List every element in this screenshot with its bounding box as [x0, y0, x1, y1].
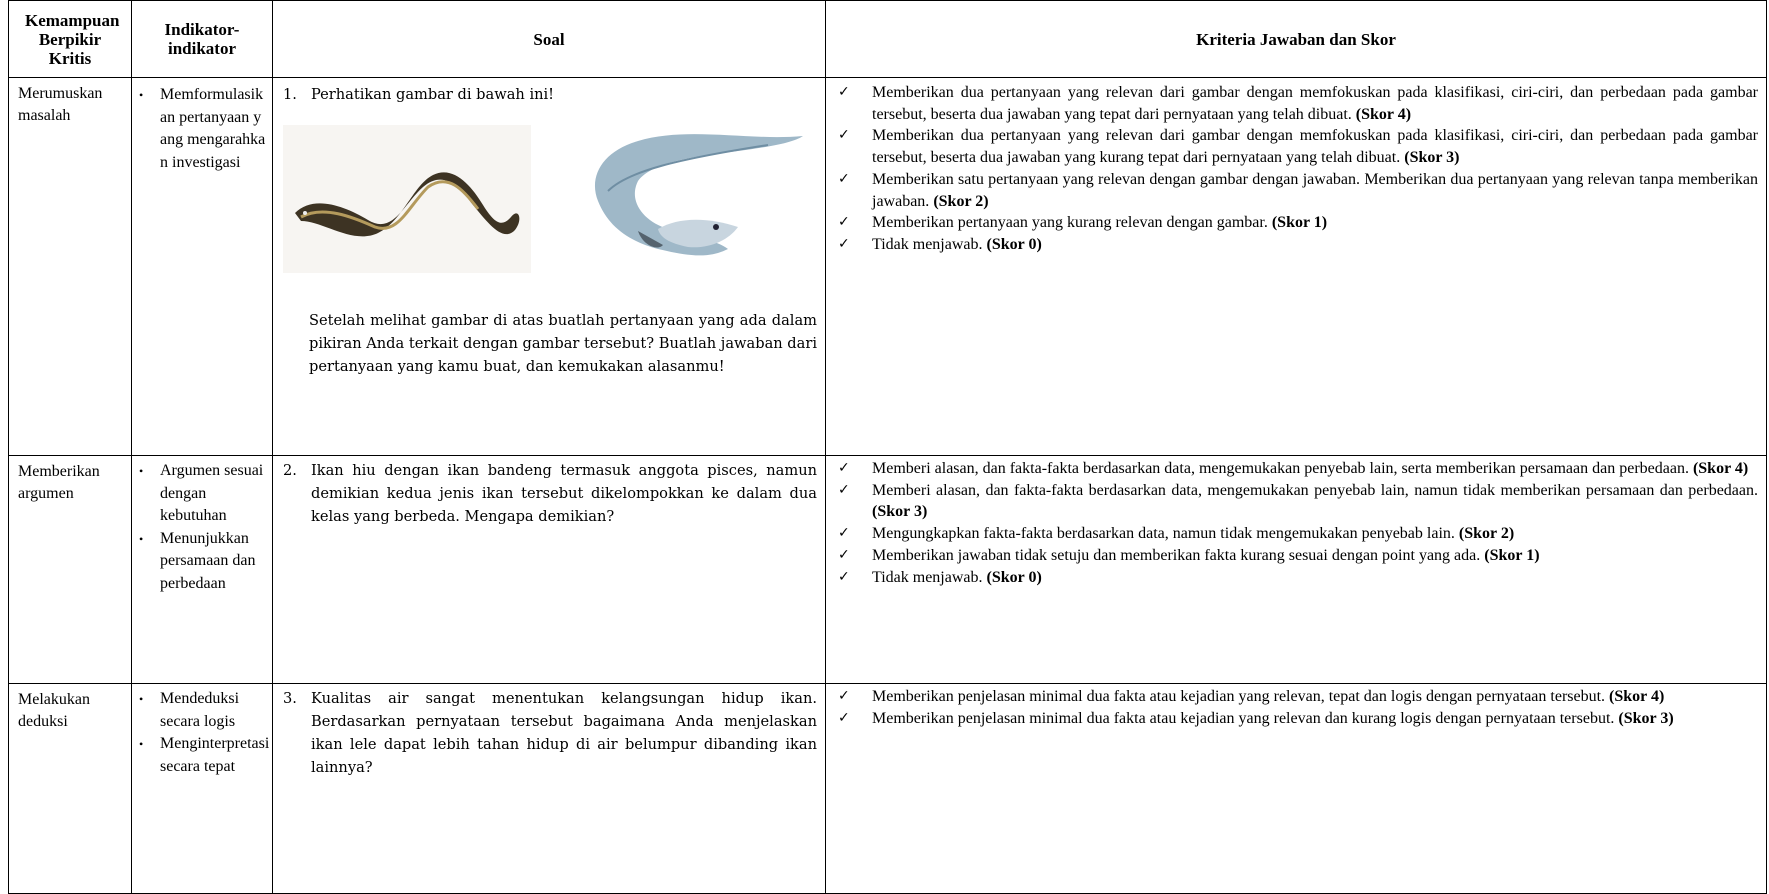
indicator-item: • Mendeduksi secara logis — [139, 690, 240, 730]
criteria-item: ✓ Memberikan penjelasan minimal dua fakta atau kejadian yang relevan, tepat dan logis dengan pernyataan tersebut. (Skor 4) — [830, 686, 1758, 708]
table-row — [9, 78, 1767, 456]
criteria-item: ✓ Memberi alasan, dan fakta-fakta berdasarkan data, mengemukakan penyebab lain, serta memberikan persamaan dan perbedaan. (Skor 4) — [830, 458, 1758, 480]
check-icon: ✓ — [838, 481, 850, 498]
indicator-cell — [132, 456, 273, 684]
bullet-icon: • — [139, 464, 144, 478]
skill-label: Merumuskan masalah — [18, 85, 103, 124]
criteria-item: ✓ Memberi alasan, dan fakta-fakta berdasarkan data, mengemukakan penyebab lain, namun tidak memberikan persamaan dan perbedaan. (Skor 3) — [838, 481, 1758, 521]
question-number: 1. — [283, 86, 297, 103]
question-number: 2. — [283, 462, 297, 479]
bullet-icon: • — [139, 692, 144, 706]
skill-cell — [9, 684, 132, 894]
indicator-item: • Memformulasikan pertanyaan yang mengarahkan investigasi — [139, 86, 266, 171]
check-icon: ✓ — [838, 127, 850, 144]
header-critical-thinking: Kemampuan Berpikir Kritis — [9, 1, 132, 78]
check-icon: ✓ — [838, 460, 850, 476]
indicator-cell — [132, 78, 273, 456]
criteria-cell — [826, 78, 1767, 456]
question-figure — [283, 121, 817, 301]
criteria-item: ✓ Tidak menjawab. (Skor 0) — [830, 234, 1758, 256]
indicator-item: • Menginterpretasi secara tepat — [139, 735, 270, 775]
check-icon: ✓ — [838, 235, 850, 252]
header-indicators: Indikator-indikator — [132, 1, 273, 78]
check-icon: ✓ — [838, 214, 850, 231]
check-icon: ✓ — [838, 568, 850, 585]
indicator-item: • Menunjukkan persamaan dan perbedaan — [139, 529, 256, 592]
question-text: Kualitas air sangat menentukan kelangsungan hidup ikan. Berdasarkan pernyataan tersebut bagaimana Anda menjelaskan ikan lele dapat lebih tahan hidup di air belumpur dibanding ikan lainnya? — [311, 690, 817, 776]
question-cell — [273, 78, 826, 456]
indicator-item: • Argumen sesuai dengan kebutuhan — [139, 462, 264, 524]
indicator-cell — [132, 684, 273, 894]
criteria-item: ✓ Memberikan dua pertanyaan yang relevan dari gambar dengan memfokuskan pada klasifikasi, ciri-ciri, dan perbedaan pada gambar tersebut, beserta dua jawaban yang kurang tepat dari pernyataan yang telah dibuat. (Skor 3) — [838, 127, 1758, 167]
rubric-table — [8, 0, 1767, 894]
skill-label: Melakukan deduksi — [18, 691, 90, 730]
question-cell — [273, 684, 826, 894]
check-icon: ✓ — [838, 709, 850, 726]
question-cell — [273, 456, 826, 684]
criteria-item: ✓ Memberikan penjelasan minimal dua fakta atau kejadian yang relevan dan kurang logis dengan pernyataan tersebut. (Skor 3) — [830, 708, 1758, 730]
bullet-icon: • — [139, 531, 144, 546]
criteria-cell — [826, 684, 1767, 894]
skill-cell — [9, 78, 132, 456]
criteria-item: ✓ Memberikan jawaban tidak setuju dan memberikan fakta kurang sesuai dengan point yang ada. (Skor 1) — [830, 545, 1758, 567]
table-row — [9, 684, 1767, 894]
check-icon: ✓ — [838, 525, 850, 542]
question-number: 3. — [283, 690, 297, 707]
skill-label: Memberikan argumen — [18, 463, 100, 502]
check-icon: ✓ — [838, 84, 850, 100]
check-icon: ✓ — [838, 546, 850, 563]
header-criteria: Kriteria Jawaban dan Skor — [826, 1, 1767, 78]
criteria-item: ✓ Memberikan satu pertanyaan yang relevan dengan gambar dengan jawaban. Memberikan dua pertanyaan yang relevan tanpa memberikan jawaban. (Skor 2) — [838, 170, 1758, 210]
bullet-icon: • — [139, 737, 144, 751]
header-row — [9, 1, 1767, 78]
question-intro: Perhatikan gambar di bawah ini! — [311, 86, 555, 103]
check-icon: ✓ — [838, 688, 850, 704]
eel-image — [283, 125, 531, 273]
criteria-item: ✓ Memberikan dua pertanyaan yang relevan dari gambar dengan memfokuskan pada klasifikasi, ciri-ciri, dan perbedaan pada gambar tersebut, beserta dua jawaban yang tepat dari pernyataan yang telah dibuat. (Skor 4) — [838, 84, 1758, 123]
criteria-item: ✓ Memberikan pertanyaan yang kurang relevan dengan gambar. (Skor 1) — [830, 212, 1758, 234]
skill-cell — [9, 456, 132, 684]
criteria-item: ✓ Tidak menjawab. (Skor 0) — [830, 567, 1758, 589]
header-question: Soal — [273, 1, 826, 78]
fish-image — [568, 121, 808, 273]
question-text: Ikan hiu dengan ikan bandeng termasuk anggota pisces, namun demikian kedua jenis ikan tersebut dikelompokkan ke dalam dua kelas yang berbeda. Mengapa demikian? — [311, 462, 817, 525]
criteria-item: ✓ Mengungkapkan fakta-fakta berdasarkan data, namun tidak mengemukakan penyebab lain. (Skor 2) — [830, 523, 1758, 545]
question-text: Setelah melihat gambar di atas buatlah pertanyaan yang ada dalam pikiran Anda terkait dengan gambar tersebut? Buatlah jawaban dari pertanyaan yang kamu buat, dan kemukakan alasanmu! — [309, 312, 817, 375]
check-icon: ✓ — [838, 170, 850, 187]
table-row — [9, 456, 1767, 684]
bullet-icon: • — [139, 88, 144, 102]
criteria-cell — [826, 456, 1767, 684]
